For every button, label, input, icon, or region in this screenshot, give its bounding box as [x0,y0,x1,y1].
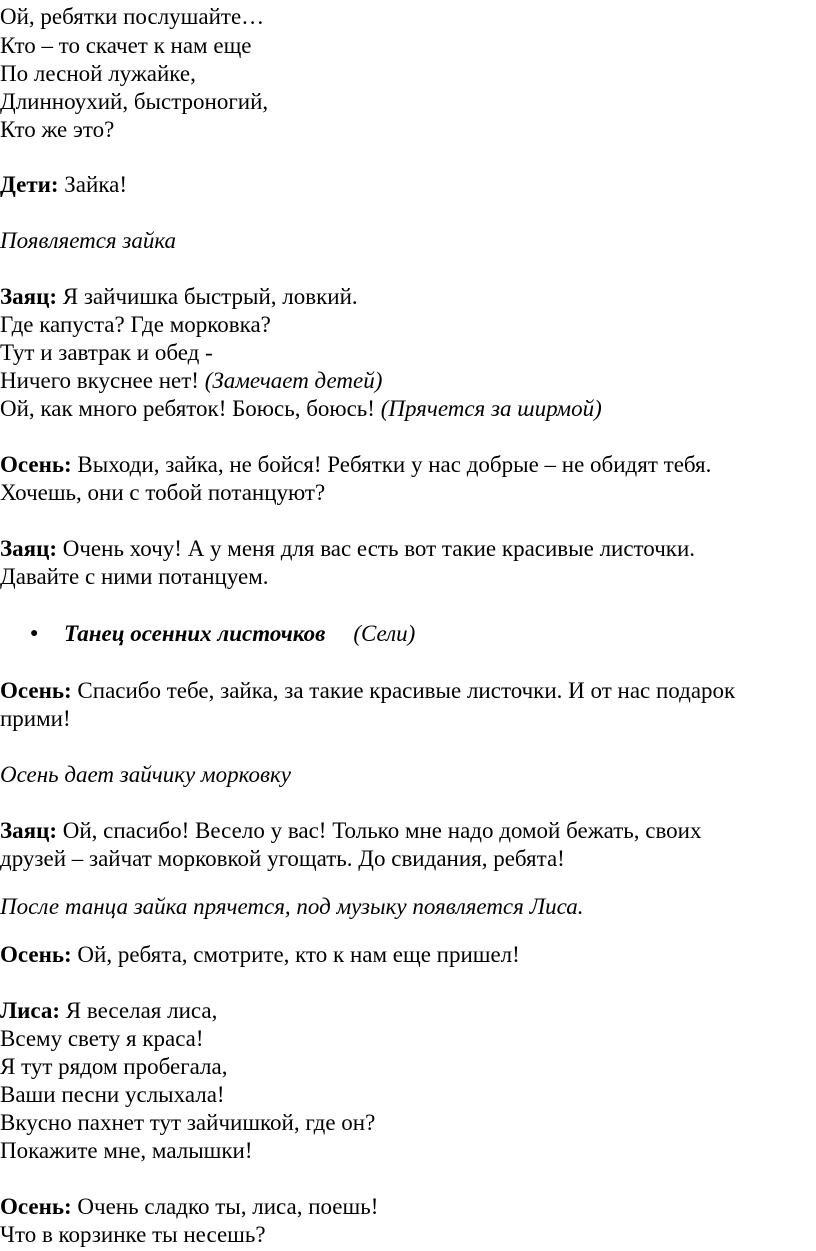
children-line [0,171,127,199]
fox-line-5: Вкусно пахнет тут зайчишкой, где он? [0,1110,376,1135]
dance-note: (Сели) [353,621,416,646]
autumn2-line-1 [0,677,735,705]
speaker-label: Осень: [0,942,72,967]
hare2-line-2: Давайте с ними потанцуем. [0,564,269,589]
speaker-label: Осень: [0,452,72,477]
dialogue-text: Я зайчишка быстрый, ловкий. [57,284,358,309]
hare1-line-4 [0,367,382,395]
hare2-line-1 [0,535,695,563]
dance-item [64,620,415,648]
autumn4-line-2: Что в корзинке ты несешь? [0,1222,266,1247]
dialogue-text: Выходи, зайка, не бойся! Ребятки у нас добрые – не обидят тебя. [71,452,712,477]
dialogue-text: Зайка! [58,172,128,197]
speaker-label: Дети: [0,172,59,197]
fox-line-4: Ваши песни услыхала! [0,1082,225,1107]
dance-title: Танец осенних листочков [64,621,326,646]
dialogue-text: Очень сладко ты, лиса, поешь! [71,1194,379,1219]
fox-line-1 [0,997,217,1025]
stage-remark: (Замечает детей) [204,368,383,393]
speaker-label: Лиса: [0,998,61,1023]
hare1-line-5 [0,395,602,423]
intro-line-1: Ой, ребятки послушайте… [0,4,265,29]
fox-line-3: Я тут рядом пробегала, [0,1054,228,1079]
dialogue-text: Ой, спасибо! Весело у вас! Только мне надо домой бежать, своих [57,818,702,843]
speaker-label: Осень: [0,1194,72,1219]
fox-line-2: Всему свету я краса! [0,1026,204,1051]
dialogue-text: Ой, как много ребяток! Боюсь, боюсь! [0,396,381,421]
hare1-line-3: Тут и завтрак и обед - [0,340,213,365]
stage-direction-3: После танца зайка прячется, под музыку появляется Лиса. [0,894,584,919]
hare1-line-2: Где капуста? Где морковка? [0,312,271,337]
bullet-icon: ● [30,626,39,641]
dialogue-text: Спасибо тебе, зайка, за такие красивые листочки. И от нас подарок [71,678,736,703]
stage-direction-2: Осень дает зайчику морковку [0,762,291,787]
dialogue-text: Я веселая лиса, [60,998,218,1023]
speaker-label: Заяц: [0,284,57,309]
dialogue-text: Ничего вкуснее нет! [0,368,205,393]
stage-remark: (Прячется за ширмой) [380,396,602,421]
intro-line-2: Кто – то скачет к нам еще [0,33,252,58]
intro-line-3: По лесной лужайке, [0,61,196,86]
speaker-label: Осень: [0,678,72,703]
fox-line-6: Покажите мне, малышки! [0,1138,253,1163]
intro-line-4: Длинноухий, быстроногий, [0,89,269,114]
autumn1-line-1 [0,451,711,479]
dialogue-text: Очень хочу! А у меня для вас есть вот такие красивые листочки. [57,536,696,561]
hare3-line-2: друзей – зайчат морковкой угощать. До свидания, ребята! [0,846,565,871]
speaker-label: Заяц: [0,818,57,843]
hare1-line-1 [0,283,358,311]
speaker-label: Заяц: [0,536,57,561]
autumn4-line-1 [0,1193,378,1221]
intro-line-5: Кто же это? [0,117,115,142]
autumn2-line-2: прими! [0,706,71,731]
autumn3-line-1 [0,941,520,969]
autumn1-line-2: Хочешь, они с тобой потанцуют? [0,480,326,505]
stage-direction-1: Появляется зайка [0,228,177,253]
hare3-line-1 [0,817,701,845]
dialogue-text: Ой, ребята, смотрите, кто к нам еще пришел! [71,942,520,967]
